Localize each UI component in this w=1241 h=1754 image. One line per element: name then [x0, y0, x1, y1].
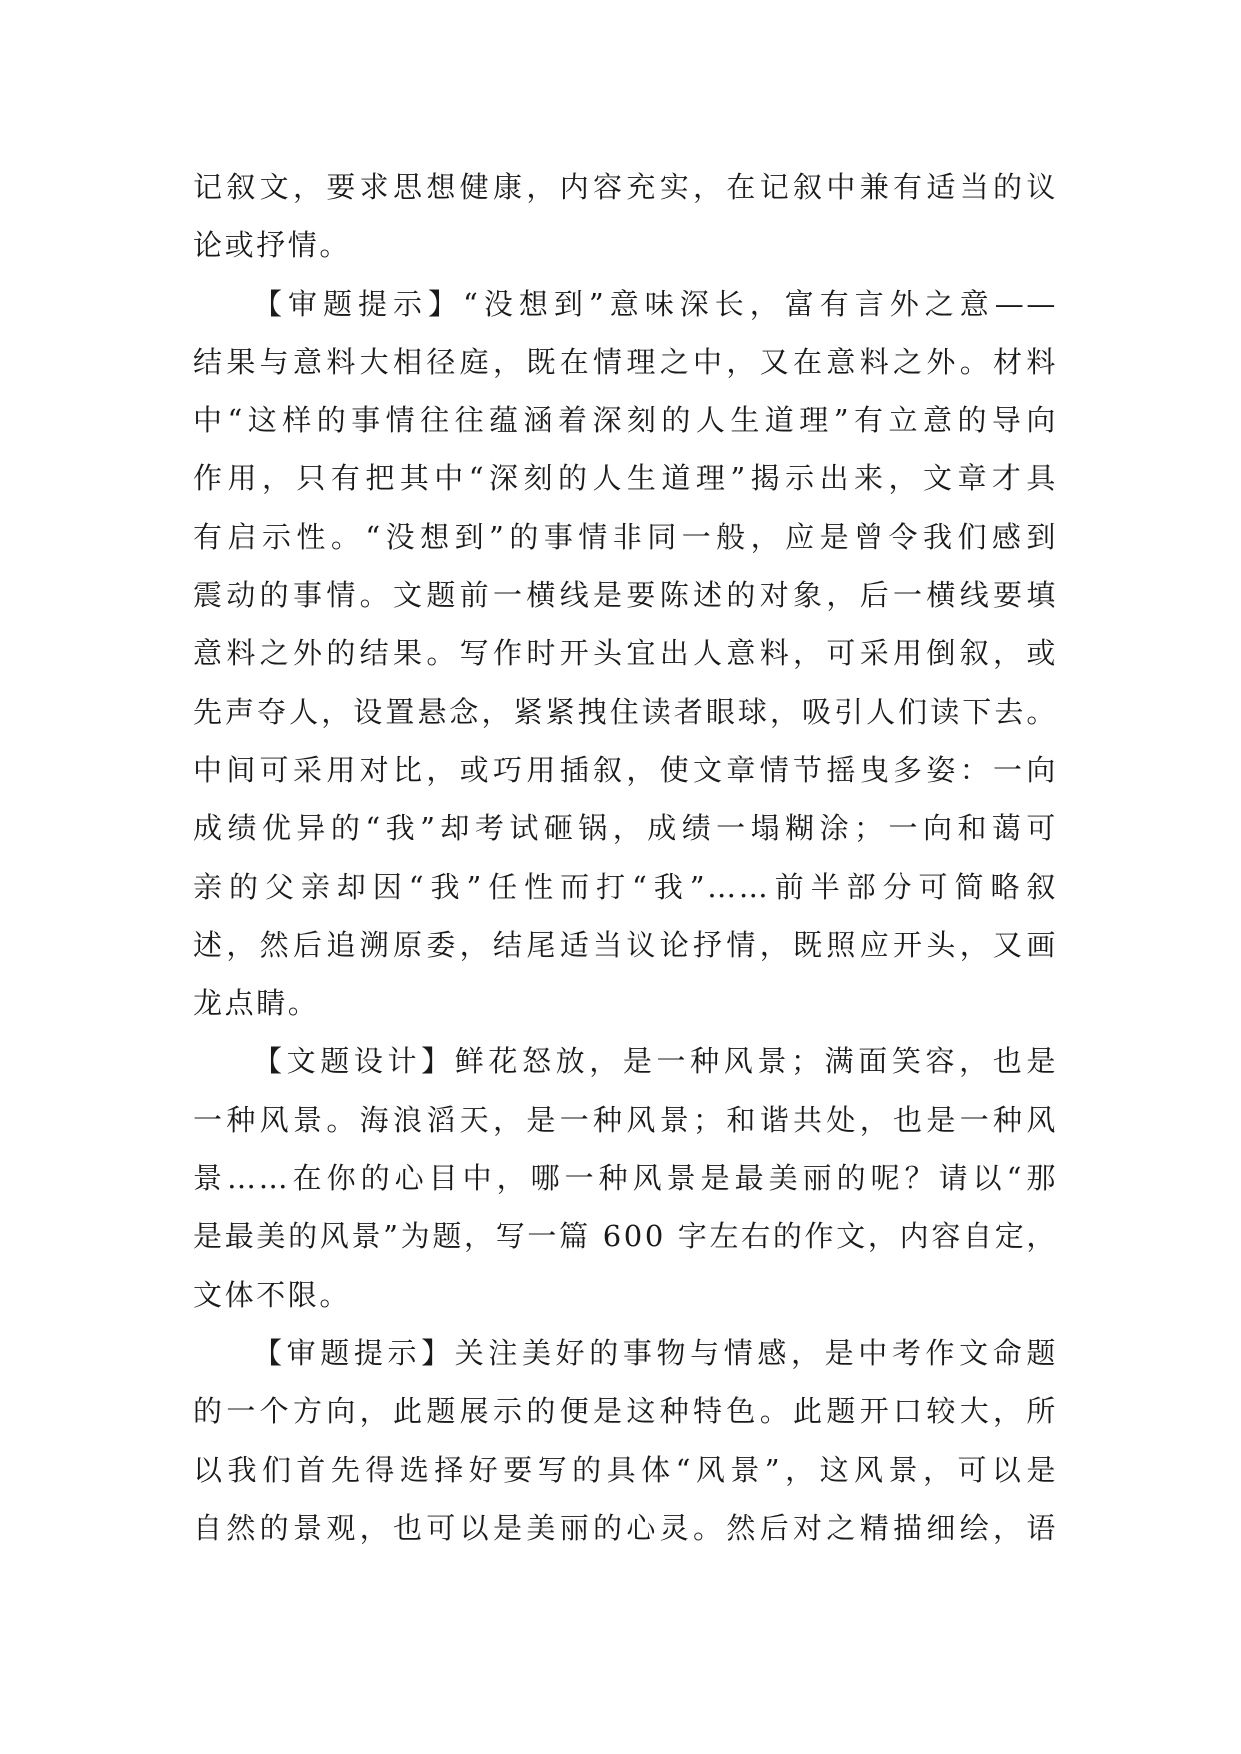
paragraph-heading-line: 【文题设计】鲜花怒放，是一种风景；满面笑容，也是 [253, 1044, 1058, 1079]
text-line: 意料之外的结果。写作时开头宜出人意料，可采用倒叙，或 [193, 636, 1058, 671]
text-line: 自然的景观，也可以是美丽的心灵。然后对之精描细绘，语 [193, 1510, 1058, 1545]
text-line: 一种风景。海浪滔天，是一种风景；和谐共处，也是一种风 [193, 1102, 1058, 1137]
document-body [193, 158, 1058, 1557]
text-line: 先声夺人，设置悬念，紧紧拽住读者眼球，吸引人们读下去。 [193, 694, 1058, 729]
text-line: 结果与意料大相径庭，既在情理之中，又在意料之外。材料 [193, 344, 1058, 379]
text-line: 论或抒情。 [193, 228, 352, 263]
text-line: 中“这样的事情往往蕴涵着深刻的人生道理”有立意的导向 [193, 403, 1058, 438]
paragraph-heading-line: 【审题提示】“没想到”意味深长，富有言外之意—— [253, 286, 1058, 321]
text-line: 中间可采用对比，或巧用插叙，使文章情节摇曳多姿：一向 [193, 752, 1058, 787]
text-line: 亲的父亲却因“我”任性而打“我”……前半部分可简略叙 [193, 869, 1058, 904]
text-line: 成绩优异的“我”却考试砸锅，成绩一塌糊涂；一向和蔼可 [193, 811, 1058, 846]
text-line: 景……在你的心目中，哪一种风景是最美丽的呢？请以“那 [193, 1161, 1058, 1196]
text-line: 记叙文，要求思想健康，内容充实，在记叙中兼有适当的议 [193, 170, 1058, 204]
text-line: 文体不限。 [193, 1277, 352, 1312]
text-line: 震动的事情。文题前一横线是要陈述的对象，后一横线要填 [193, 578, 1058, 613]
text-line: 的一个方向，此题展示的便是这种特色。此题开口较大，所 [193, 1394, 1058, 1429]
text-line: 以我们首先得选择好要写的具体“风景”，这风景，可以是 [193, 1452, 1058, 1487]
text-line: 作用，只有把其中“深刻的人生道理”揭示出来，文章才具 [193, 461, 1058, 496]
paragraph-heading-line: 【审题提示】关注美好的事物与情感，是中考作文命题 [253, 1335, 1058, 1370]
text-line: 有启示性。“没想到”的事情非同一般，应是曾令我们感到 [193, 519, 1058, 554]
text-line: 述，然后追溯原委，结尾适当议论抒情，既照应开头，又画 [193, 927, 1058, 962]
text-line: 是最美的风景”为题，写一篇 600 字左右的作文，内容自定， [193, 1219, 1058, 1254]
text-line: 龙点睛。 [193, 986, 320, 1021]
